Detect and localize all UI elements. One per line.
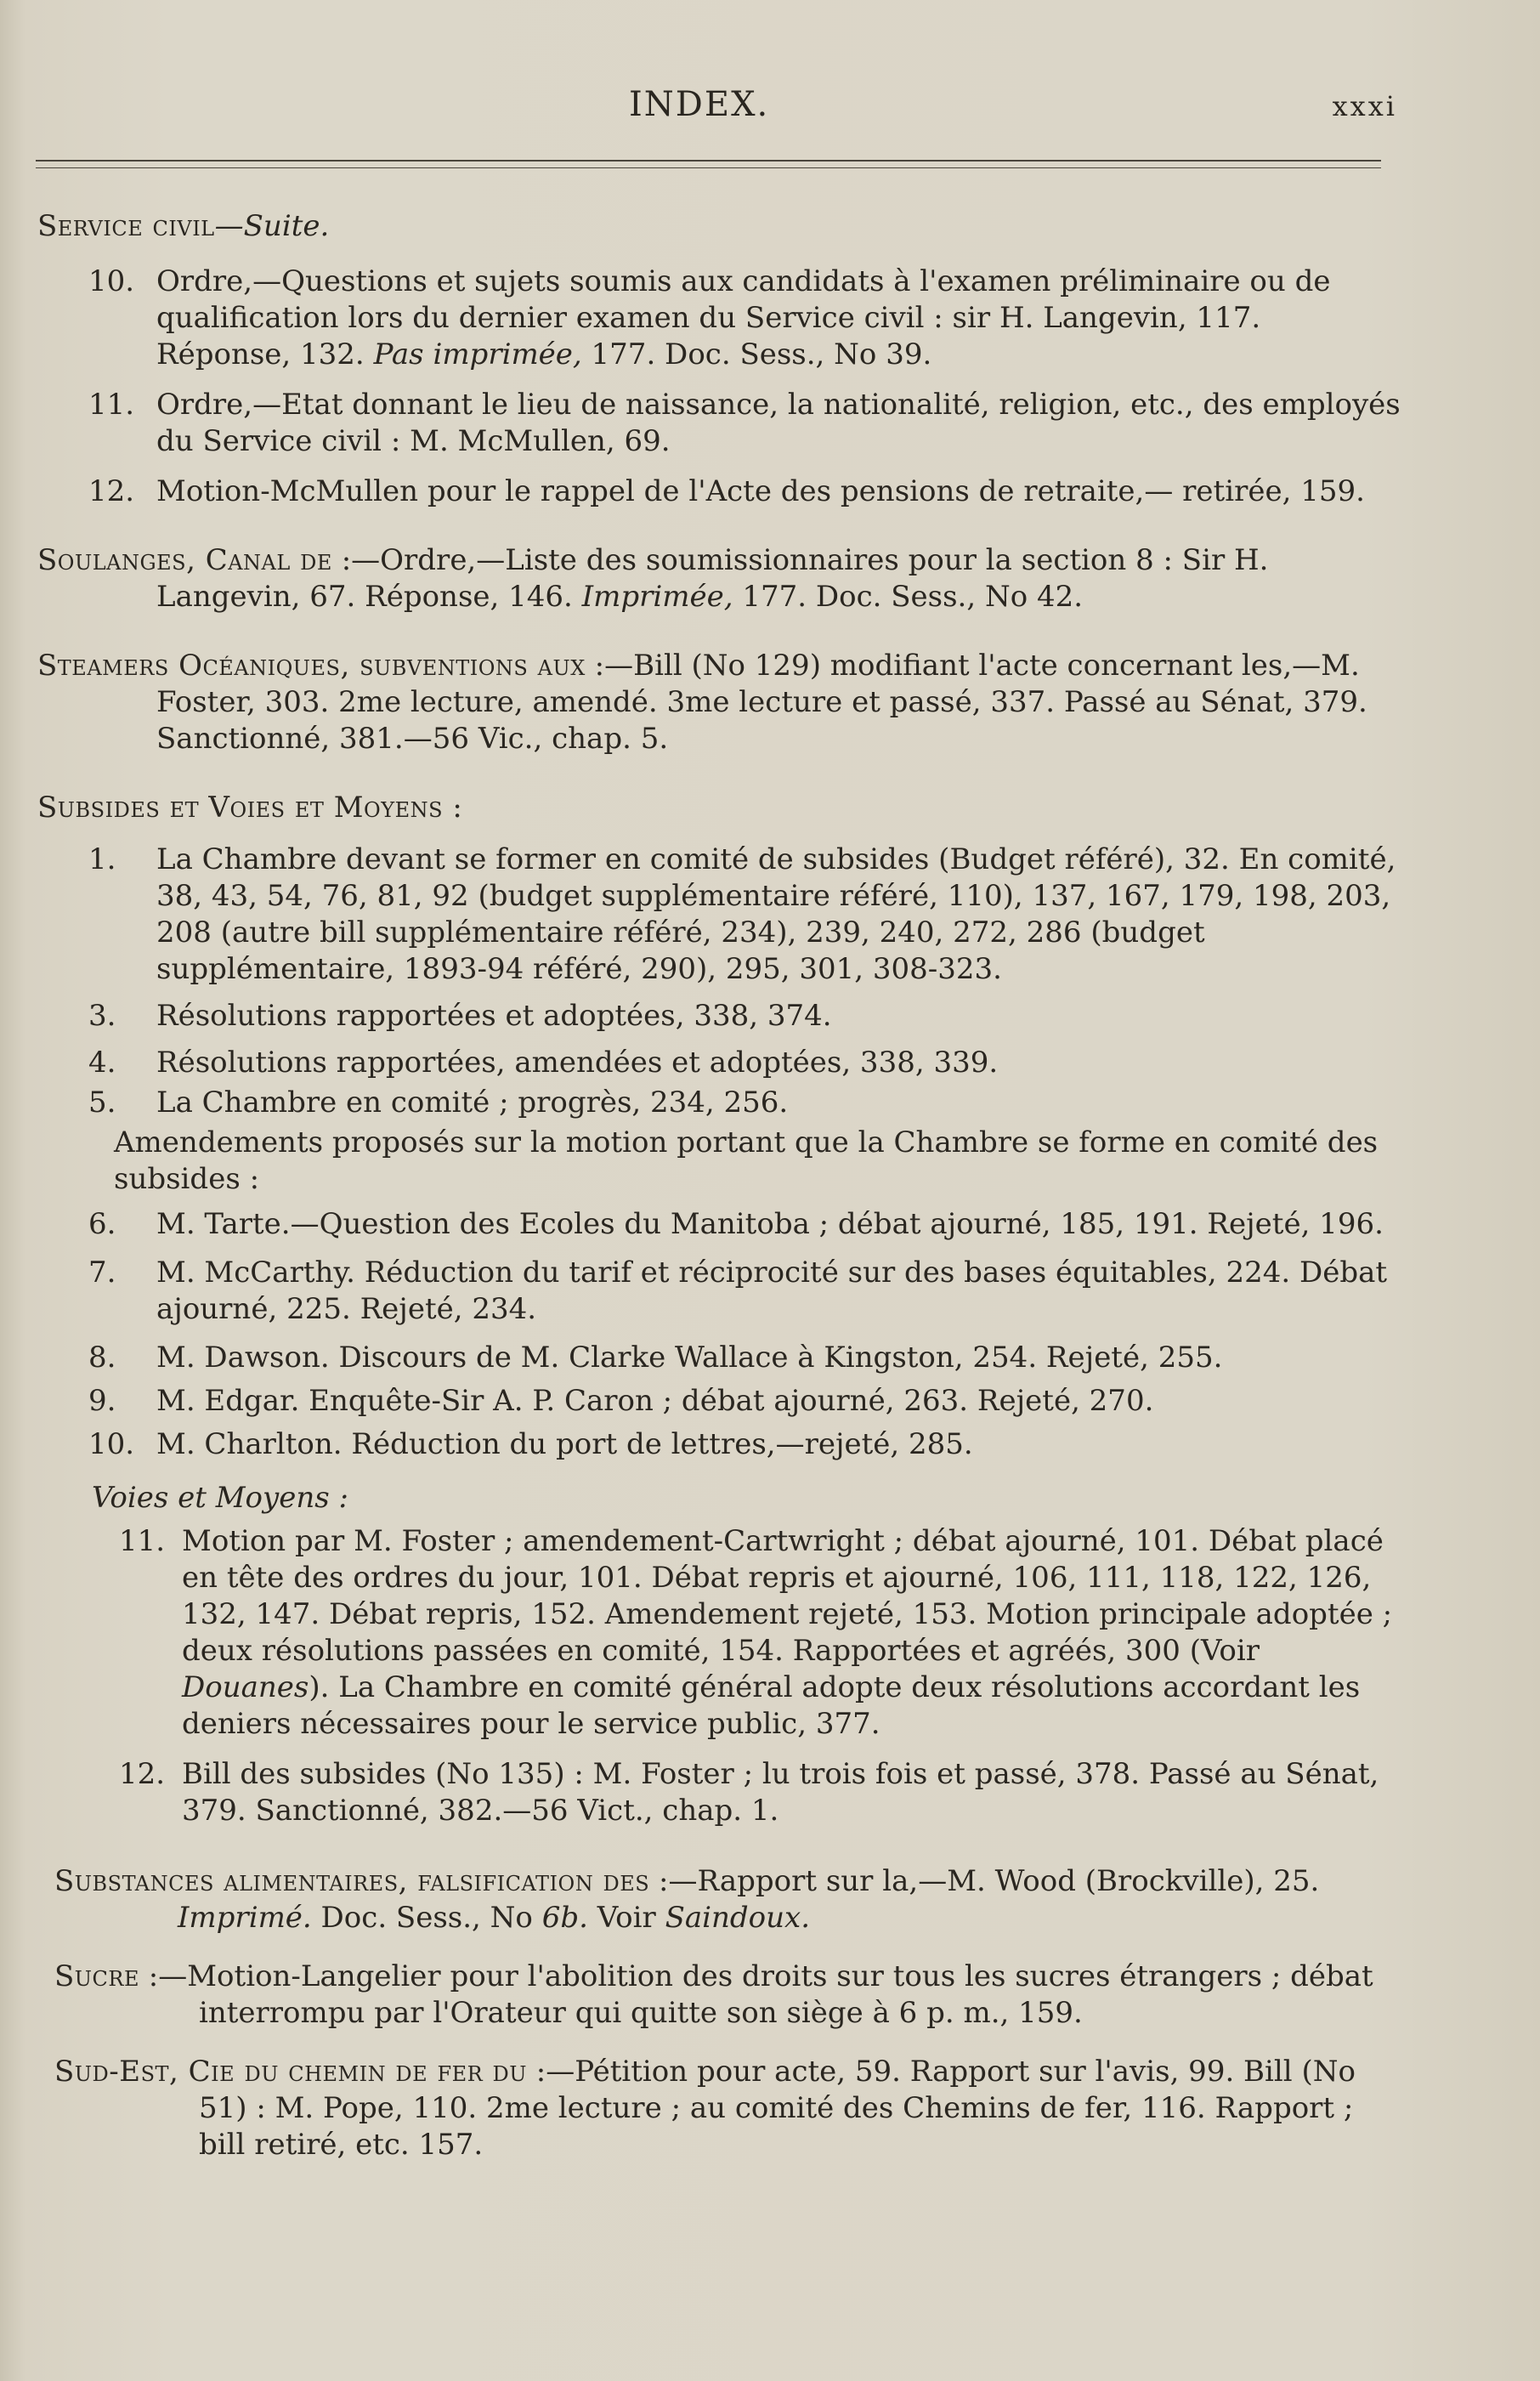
item-text: Motion par M. Foster ; amendement-Cartwright ; débat ajourné, 101. Débat placé en tête des ordres du jour, 101. Débat repris et ajourné, 106, 111, 118, 122, 126, 132, 147. Débat repris, 152. Amendement rejeté, 153. Motion principale adoptée ; deux résolutions passées en comité, 154. Rapportées et agréés, 300 (Voir [182, 1524, 1393, 1668]
entry-text-middle: Doc. Sess., No [311, 1901, 542, 1935]
list-item [37, 1756, 1401, 1829]
entry-subsides [37, 790, 1401, 1829]
item-italic: Pas imprimée, [373, 337, 582, 371]
header-rule-thin [36, 167, 1381, 168]
entry-sucre [37, 1959, 1401, 2032]
item-text: La Chambre en comité ; progrès, 234, 256. [156, 1086, 789, 1120]
item-text: Résolutions rapportées, amendées et adoptées, 338, 339. [156, 1046, 999, 1080]
list-item [37, 1206, 1401, 1243]
entry-heading: Sud-Est, Cie du chemin de fer du [54, 2055, 527, 2089]
entry-heading: Subsides et Voies et Moyens : [37, 791, 463, 825]
entry-italic: 6b. [541, 1901, 588, 1935]
item-number: 8. [88, 1341, 116, 1375]
list-item [37, 1085, 1401, 1121]
item-number: 5. [88, 1086, 116, 1120]
item-number: 12. [88, 474, 135, 508]
item-text: M. Dawson. Discours de M. Clarke Wallace à Kingston, 254. Rejeté, 255. [156, 1341, 1223, 1375]
entry-substances [37, 1863, 1401, 1936]
entry-sud-est [37, 2054, 1401, 2163]
list-item [37, 842, 1401, 988]
entry-text: :—Pétition pour acte, 59. Rapport sur l'avis, 99. Bill (No 51) : M. Pope, 110. 2me lecture ; au comité des Chemins de fer, 116. Rapport ; bill retiré, etc. 157. [199, 2055, 1356, 2162]
item-text-after: 177. Doc. Sess., No 39. [581, 337, 932, 371]
voies-heading: Voies et Moyens : [92, 1481, 348, 1515]
item-italic: Douanes [182, 1670, 309, 1704]
list-item [37, 1340, 1401, 1376]
item-text: Bill des subsides (No 135) : M. Foster ; lu trois fois et passé, 378. Passé au Sénat, 379. Sanctionné, 382.—56 Vict., chap. 1. [182, 1757, 1379, 1828]
item-text: Ordre,—Etat donnant le lieu de naissance, la nationalité, religion, etc., des employés du Service civil : M. McMullen, 69. [156, 388, 1401, 458]
item-text: M. McCarthy. Réduction du tarif et réciprocité sur des bases équitables, 224. Débat ajourné, 225. Rejeté, 234. [156, 1256, 1388, 1326]
entry-text: :—Ordre,—Liste des soumissionnaires pour la section 8 : Sir H. Langevin, 67. Réponse, 146. [156, 543, 1269, 614]
page-number: xxxi [1332, 90, 1397, 122]
entry-italic: Saindoux. [665, 1901, 811, 1935]
list-item [37, 1523, 1401, 1743]
header-rule [36, 160, 1381, 162]
list-item [37, 1426, 1401, 1463]
item-number: 4. [88, 1046, 116, 1080]
entry-italic: Imprimée, [581, 580, 733, 614]
list-item [37, 387, 1401, 460]
index-content [37, 208, 1401, 2163]
amendments-intro: Amendements proposés sur la motion portant que la Chambre se forme en comité des subsides : [114, 1125, 1379, 1196]
item-number: 11. [88, 388, 135, 422]
item-text: Résolutions rapportées et adoptées, 338, 374. [156, 999, 832, 1033]
item-text: M. Edgar. Enquête-Sir A. P. Caron ; débat ajourné, 263. Rejeté, 270. [156, 1384, 1154, 1418]
entry-steamers [37, 648, 1401, 757]
list-item [37, 1255, 1401, 1328]
list-item [37, 998, 1401, 1035]
page-title: INDEX. [629, 85, 770, 124]
item-text: M. Tarte.—Question des Ecoles du Manitoba ; débat ajourné, 185, 191. Rejeté, 196. [156, 1207, 1384, 1241]
entry-italic: Imprimé. [178, 1901, 312, 1935]
entry-heading: Steamers Océaniques, subventions aux [37, 649, 586, 683]
item-number: 3. [88, 999, 116, 1033]
entry-heading: Sucre [54, 1959, 139, 1993]
item-number: 10. [88, 264, 135, 298]
entry-service-civil [37, 208, 1401, 510]
entry-text-after: 177. Doc. Sess., No 42. [733, 580, 1084, 614]
item-number: 7. [88, 1256, 116, 1290]
list-item [37, 1383, 1401, 1420]
entry-text: :—Bill (No 129) modifiant l'acte concernant les,—M. Foster, 303. 2me lecture, amendé. 3me lecture et passé, 337. Passé au Sénat, 379. Sanctionné, 381.—56 Vic., chap. 5. [156, 649, 1367, 756]
item-number: 1. [88, 842, 116, 876]
entry-text: :—Rapport sur la,—M. Wood (Brockville), 25. [649, 1864, 1320, 1898]
item-number: 11. [119, 1524, 166, 1558]
item-text: Motion-McMullen pour le rappel de l'Acte des pensions de retraite,— retirée, 159. [156, 474, 1365, 508]
list-item [37, 264, 1401, 373]
item-number: 9. [88, 1384, 116, 1418]
item-text: Ordre,—Questions et sujets soumis aux candidats à l'examen préliminaire ou de qualification lors du dernier examen du Service civil : sir H. Langevin, 117. Réponse, 132. [156, 264, 1331, 371]
list-item [37, 473, 1401, 510]
page-header [0, 85, 1540, 136]
entry-heading: Substances alimentaires, falsification des [54, 1864, 650, 1898]
entry-text-middle: Voir [587, 1901, 665, 1935]
entry-heading: Soulanges, Canal de [37, 543, 332, 577]
item-number: 10. [88, 1427, 135, 1461]
list-item [37, 1045, 1401, 1081]
entry-heading-suffix: —Suite. [214, 209, 330, 243]
entry-soulanges [37, 542, 1401, 615]
entry-text: :—Motion-Langelier pour l'abolition des droits sur tous les sucres étrangers ; débat interrompu par l'Orateur qui quitte son siège à 6 p. m., 159. [139, 1959, 1373, 2030]
item-text: La Chambre devant se former en comité de subsides (Budget référé), 32. En comité, 38, 43, 54, 76, 81, 92 (budget supplémentaire référé, 110), 137, 167, 179, 198, 203, 208 (autre bill supplémentaire référé, 234), 239, 240, 272, 286 (budget supplémentaire, 1893-94 référé, 290), 295, 301, 308-323. [156, 842, 1396, 986]
item-number: 12. [119, 1757, 166, 1791]
item-number: 6. [88, 1207, 116, 1241]
item-text-after: ). La Chambre en comité général adopte deux résolutions accordant les deniers nécessaires pour le service public, 377. [182, 1670, 1361, 1741]
entry-heading: Service civil [37, 209, 215, 243]
item-text: M. Charlton. Réduction du port de lettres,—rejeté, 285. [156, 1427, 973, 1461]
